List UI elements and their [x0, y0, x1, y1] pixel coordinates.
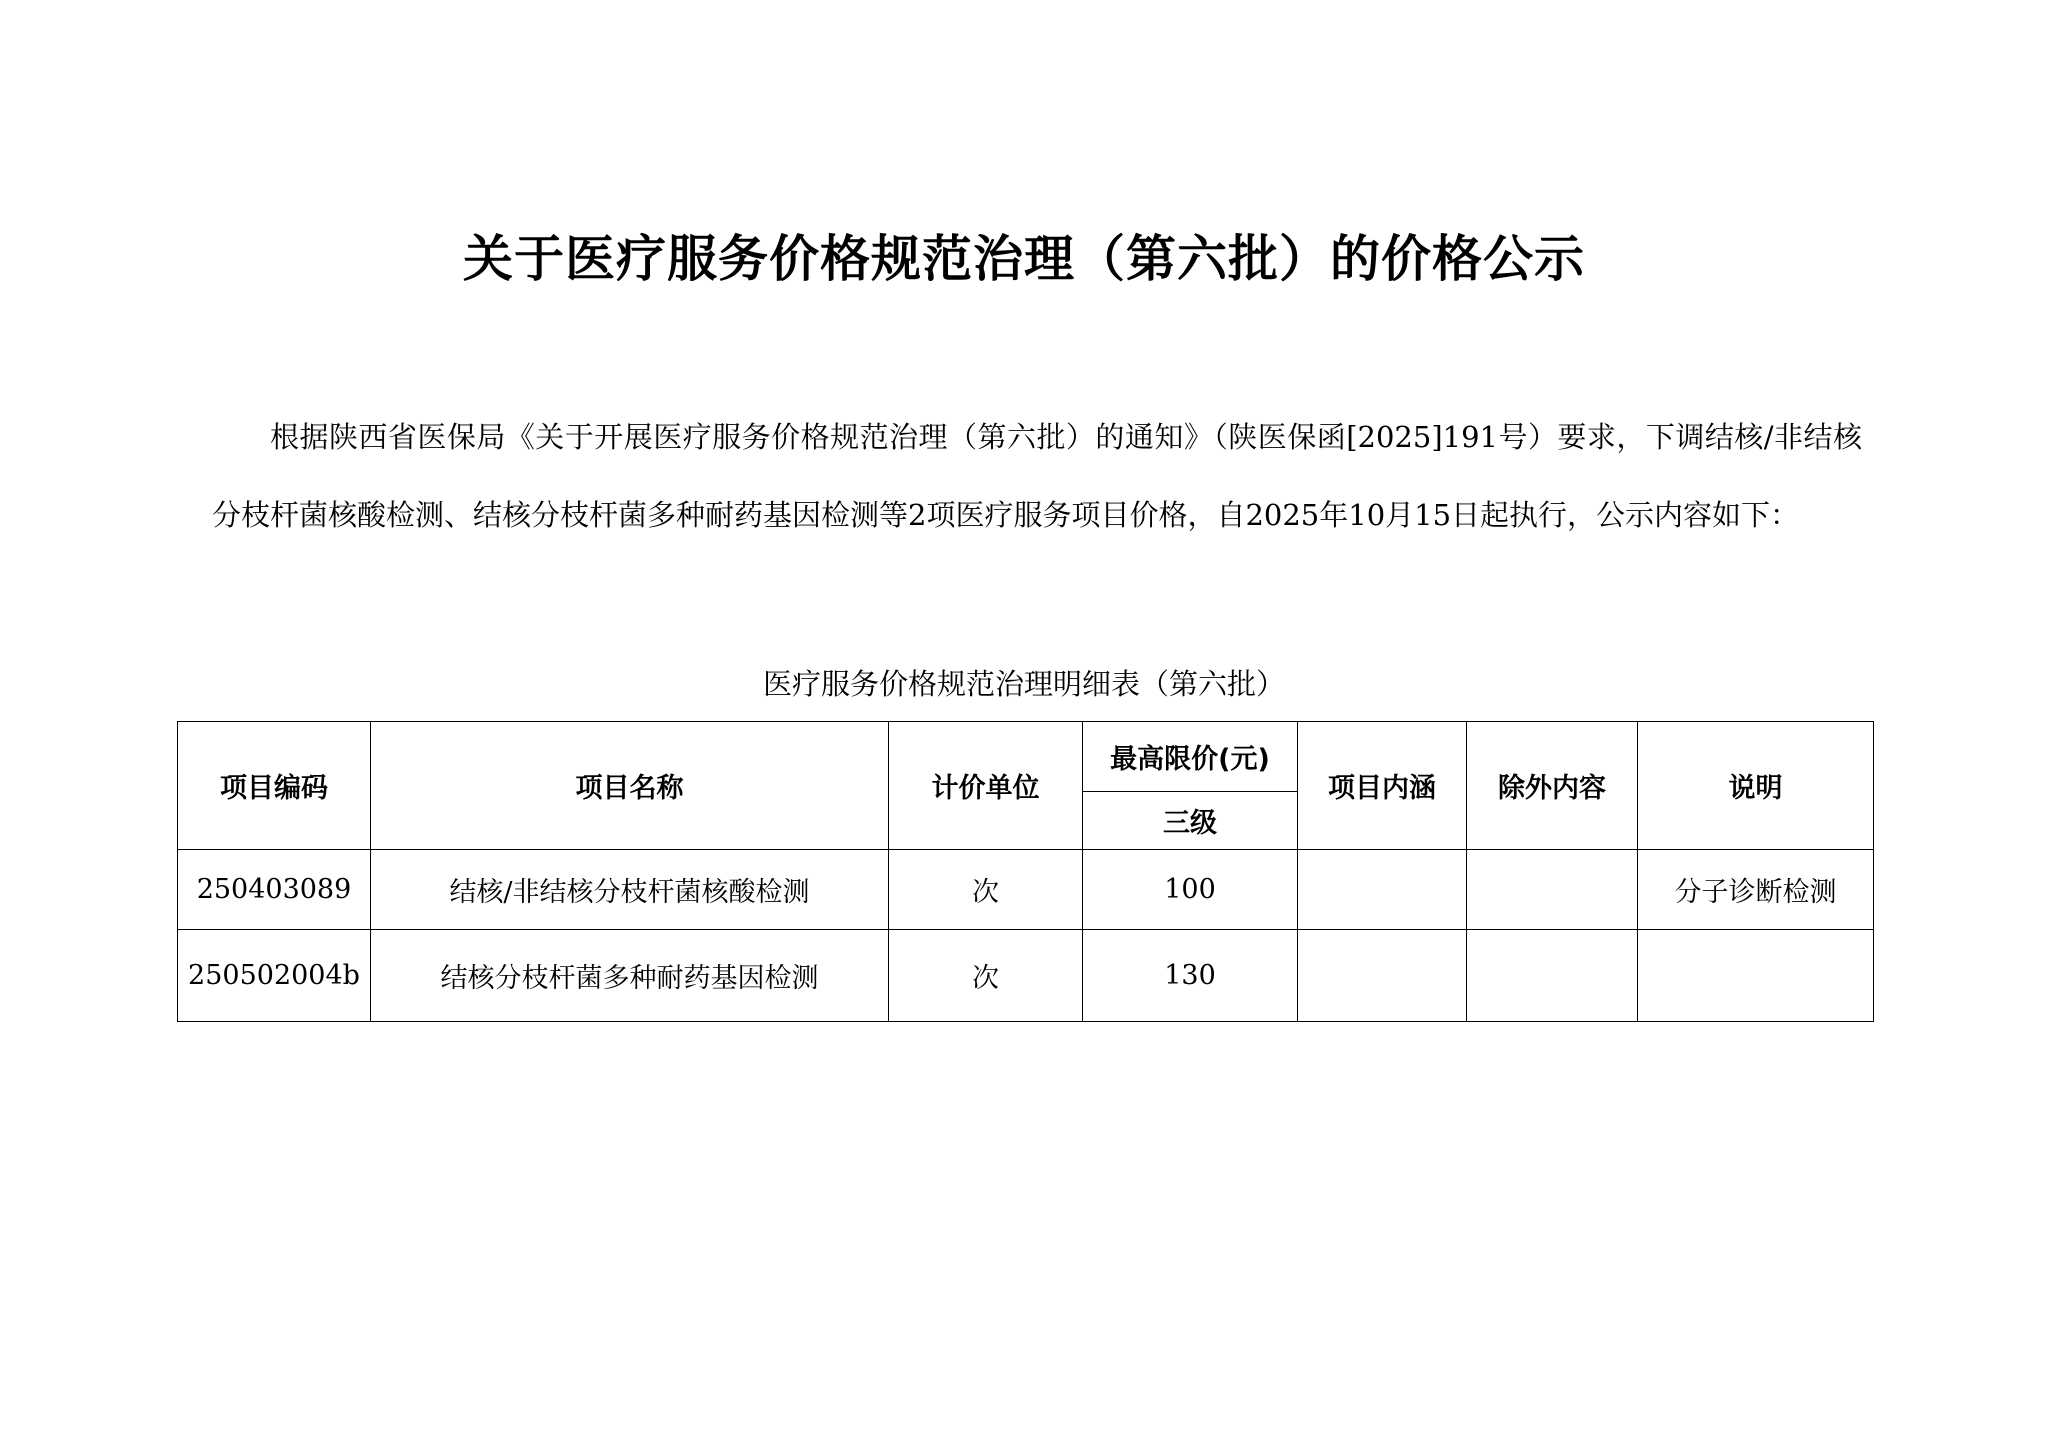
header-name: 项目名称: [371, 722, 889, 850]
cell-name: 结核分枝杆菌多种耐药基因检测: [371, 930, 889, 1022]
cell-price: 130: [1083, 930, 1298, 1022]
header-level: 三级: [1083, 792, 1298, 850]
document-title: 关于医疗服务价格规范治理（第六批）的价格公示: [463, 230, 1585, 288]
cell-connotation: [1298, 930, 1467, 1022]
header-max-price: 最高限价(元): [1083, 722, 1298, 792]
table-caption: 医疗服务价格规范治理明细表（第六批）: [762, 667, 1285, 701]
header-exclusion: 除外内容: [1467, 722, 1638, 850]
cell-price: 100: [1083, 850, 1298, 930]
header-unit: 计价单位: [889, 722, 1083, 850]
table-header-row: [178, 722, 1874, 792]
cell-unit: 次: [889, 850, 1083, 930]
table-row: [178, 930, 1874, 1022]
cell-name: 结核/非结核分枝杆菌核酸检测: [371, 850, 889, 930]
header-note: 说明: [1638, 722, 1874, 850]
cell-note: [1638, 930, 1874, 1022]
cell-exclusion: [1467, 850, 1638, 930]
price-detail-table: [177, 721, 1874, 1022]
header-connotation: 项目内涵: [1298, 722, 1467, 850]
cell-exclusion: [1467, 930, 1638, 1022]
table-row: [178, 850, 1874, 930]
cell-unit: 次: [889, 930, 1083, 1022]
cell-note: 分子诊断检测: [1638, 850, 1874, 930]
cell-code: 250502004b: [178, 930, 371, 1022]
cell-code: 250403089: [178, 850, 371, 930]
body-paragraph: 根据陕西省医保局《关于开展医疗服务价格规范治理（第六批）的通知》（陕医保函[2025]191号）要求，下调结核/非结核分枝杆菌核酸检测、结核分枝杆菌多种耐药基因检测等2项医疗服务项目价格，自2025年10月15日起执行，公示内容如下：: [212, 420, 1862, 532]
cell-connotation: [1298, 850, 1467, 930]
header-code: 项目编码: [178, 722, 371, 850]
